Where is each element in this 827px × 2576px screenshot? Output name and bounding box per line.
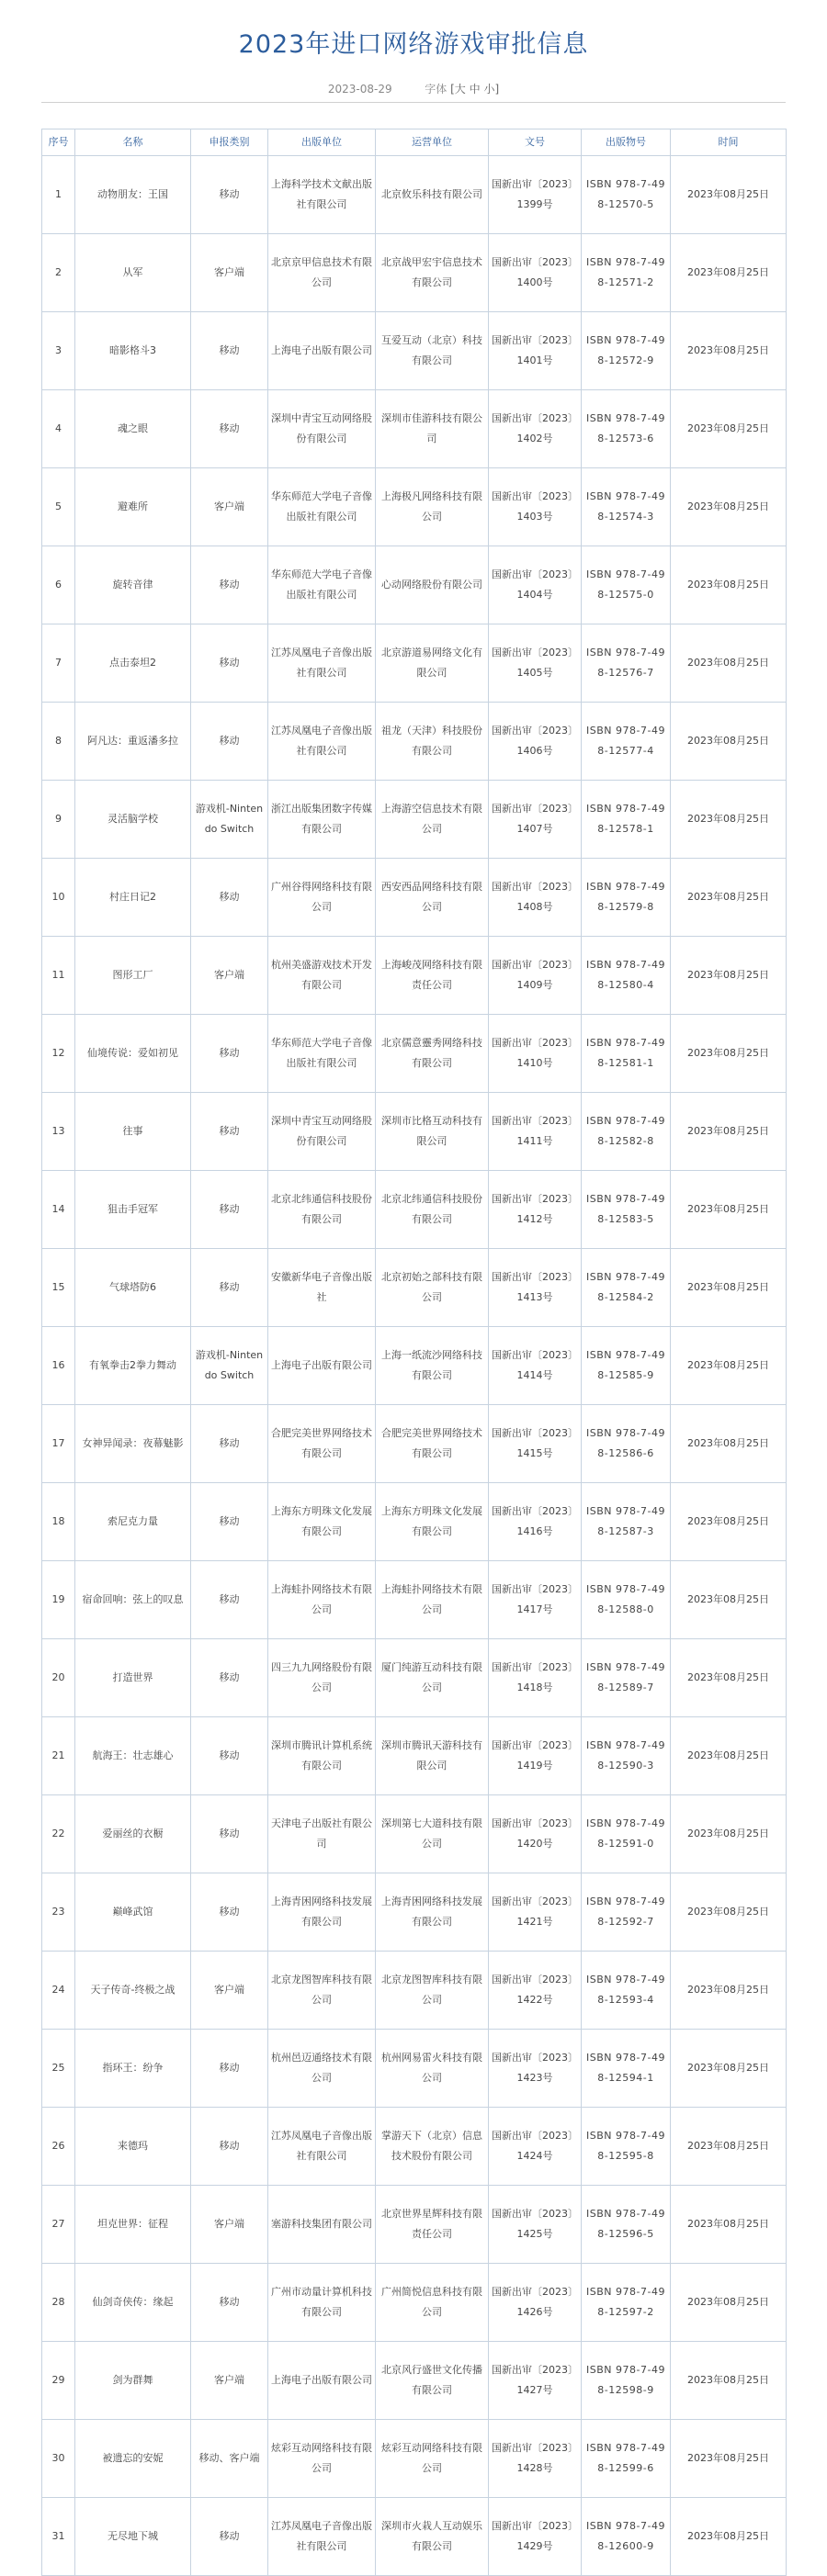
cell-operator: 祖龙（天津）科技股份有限公司 — [376, 703, 489, 781]
table-row — [42, 1639, 787, 1717]
cell-category: 客户端 — [191, 468, 268, 546]
cell-index: 31 — [42, 2498, 75, 2576]
cell-operator: 北京初始之部科技有限公司 — [376, 1249, 489, 1327]
cell-isbn: ISBN 978-7-498-12581-1 — [582, 1015, 671, 1093]
cell-name: 暗影格斗3 — [75, 312, 191, 390]
cell-publisher: 安徽新华电子音像出版社 — [268, 1249, 376, 1327]
cell-category: 移动 — [191, 1405, 268, 1483]
cell-approval-no: 国新出审〔2023〕1424号 — [489, 2108, 582, 2186]
cell-category: 客户端 — [191, 2342, 268, 2420]
cell-isbn: ISBN 978-7-498-12589-7 — [582, 1639, 671, 1717]
cell-index: 14 — [42, 1171, 75, 1249]
cell-name: 爱丽丝的衣橱 — [75, 1795, 191, 1873]
cell-name: 打造世界 — [75, 1639, 191, 1717]
cell-publisher: 深圳中青宝互动网络股份有限公司 — [268, 1093, 376, 1171]
cell-isbn: ISBN 978-7-498-12570-5 — [582, 156, 671, 234]
cell-publisher: 北京京甲信息技术有限公司 — [268, 234, 376, 312]
cell-date: 2023年08月25日 — [671, 1717, 787, 1795]
header-date: 时间 — [671, 129, 787, 156]
cell-name: 村庄日记2 — [75, 859, 191, 937]
cell-category: 移动 — [191, 2030, 268, 2108]
cell-approval-no: 国新出审〔2023〕1408号 — [489, 859, 582, 937]
cell-operator: 北京北纬通信科技股份有限公司 — [376, 1171, 489, 1249]
cell-operator: 厦门纯游互动科技有限公司 — [376, 1639, 489, 1717]
cell-name: 动物朋友：王国 — [75, 156, 191, 234]
table-row — [42, 1015, 787, 1093]
cell-date: 2023年08月25日 — [671, 1171, 787, 1249]
article-meta — [0, 81, 827, 96]
cell-publisher: 北京龙图智库科技有限公司 — [268, 1952, 376, 2030]
header-index: 序号 — [42, 129, 75, 156]
cell-approval-no: 国新出审〔2023〕1417号 — [489, 1561, 582, 1639]
cell-publisher: 上海青困网络科技发展有限公司 — [268, 1873, 376, 1952]
cell-isbn: ISBN 978-7-498-12591-0 — [582, 1795, 671, 1873]
cell-isbn: ISBN 978-7-498-12579-8 — [582, 859, 671, 937]
cell-operator: 心动网络股份有限公司 — [376, 546, 489, 624]
table-row — [42, 937, 787, 1015]
cell-name: 天子传奇-终极之战 — [75, 1952, 191, 2030]
table-body — [42, 156, 787, 2576]
cell-index: 9 — [42, 781, 75, 859]
cell-name: 指环王：纷争 — [75, 2030, 191, 2108]
cell-name: 灵活脑学校 — [75, 781, 191, 859]
cell-date: 2023年08月25日 — [671, 781, 787, 859]
cell-date: 2023年08月25日 — [671, 312, 787, 390]
table-row — [42, 156, 787, 234]
table-row — [42, 2420, 787, 2498]
cell-name: 旋转音律 — [75, 546, 191, 624]
cell-date: 2023年08月25日 — [671, 1952, 787, 2030]
cell-name: 点击泰坦2 — [75, 624, 191, 703]
cell-approval-no: 国新出审〔2023〕1400号 — [489, 234, 582, 312]
cell-publisher: 江苏凤凰电子音像出版社有限公司 — [268, 703, 376, 781]
cell-index: 22 — [42, 1795, 75, 1873]
cell-index: 23 — [42, 1873, 75, 1952]
cell-name: 仙境传说：爱如初见 — [75, 1015, 191, 1093]
cell-name: 从军 — [75, 234, 191, 312]
cell-publisher: 浙江出版集团数字传媒有限公司 — [268, 781, 376, 859]
cell-category: 移动 — [191, 1249, 268, 1327]
cell-publisher: 天津电子出版社有限公司 — [268, 1795, 376, 1873]
cell-isbn: ISBN 978-7-498-12586-6 — [582, 1405, 671, 1483]
cell-publisher: 北京北纬通信科技股份有限公司 — [268, 1171, 376, 1249]
table-row — [42, 1873, 787, 1952]
cell-category: 移动 — [191, 1795, 268, 1873]
cell-operator: 深圳市火栽人互动娱乐有限公司 — [376, 2498, 489, 2576]
table-row — [42, 859, 787, 937]
cell-operator: 上海游空信息技术有限公司 — [376, 781, 489, 859]
cell-category: 游戏机-Nintendo Switch — [191, 1327, 268, 1405]
table-row — [42, 546, 787, 624]
cell-date: 2023年08月25日 — [671, 156, 787, 234]
cell-approval-no: 国新出审〔2023〕1428号 — [489, 2420, 582, 2498]
header-name: 名称 — [75, 129, 191, 156]
approval-table — [41, 129, 787, 2576]
cell-name: 有氧拳击2拳力舞动 — [75, 1327, 191, 1405]
table-row — [42, 468, 787, 546]
cell-operator: 深圳第七大道科技有限公司 — [376, 1795, 489, 1873]
cell-approval-no: 国新出审〔2023〕1415号 — [489, 1405, 582, 1483]
cell-isbn: ISBN 978-7-498-12575-0 — [582, 546, 671, 624]
cell-index: 15 — [42, 1249, 75, 1327]
cell-isbn: ISBN 978-7-498-12593-4 — [582, 1952, 671, 2030]
cell-index: 24 — [42, 1952, 75, 2030]
cell-approval-no: 国新出审〔2023〕1412号 — [489, 1171, 582, 1249]
cell-index: 21 — [42, 1717, 75, 1795]
cell-publisher: 广州谷得网络科技有限公司 — [268, 859, 376, 937]
table-row — [42, 312, 787, 390]
cell-name: 无尽地下城 — [75, 2498, 191, 2576]
cell-isbn: ISBN 978-7-498-12585-9 — [582, 1327, 671, 1405]
cell-publisher: 深圳市腾讯计算机系统有限公司 — [268, 1717, 376, 1795]
cell-date: 2023年08月25日 — [671, 2264, 787, 2342]
cell-isbn: ISBN 978-7-498-12597-2 — [582, 2264, 671, 2342]
cell-date: 2023年08月25日 — [671, 546, 787, 624]
cell-date: 2023年08月25日 — [671, 1327, 787, 1405]
cell-publisher: 上海东方明珠文化发展有限公司 — [268, 1483, 376, 1561]
cell-isbn: ISBN 978-7-498-12573-6 — [582, 390, 671, 468]
cell-index: 29 — [42, 2342, 75, 2420]
cell-date: 2023年08月25日 — [671, 2186, 787, 2264]
cell-category: 移动 — [191, 2264, 268, 2342]
cell-approval-no: 国新出审〔2023〕1423号 — [489, 2030, 582, 2108]
cell-approval-no: 国新出审〔2023〕1399号 — [489, 156, 582, 234]
cell-name: 女神异闻录：夜幕魅影 — [75, 1405, 191, 1483]
cell-operator: 上海极凡网络科技有限公司 — [376, 468, 489, 546]
cell-name: 往事 — [75, 1093, 191, 1171]
cell-publisher: 炫彩互动网络科技有限公司 — [268, 2420, 376, 2498]
table-row — [42, 1483, 787, 1561]
cell-isbn: ISBN 978-7-498-12598-9 — [582, 2342, 671, 2420]
cell-category: 游戏机-Nintendo Switch — [191, 781, 268, 859]
cell-approval-no: 国新出审〔2023〕1402号 — [489, 390, 582, 468]
table-row — [42, 2108, 787, 2186]
table-row — [42, 2264, 787, 2342]
cell-isbn: ISBN 978-7-498-12571-2 — [582, 234, 671, 312]
cell-operator: 北京攸乐科技有限公司 — [376, 156, 489, 234]
cell-category: 移动 — [191, 312, 268, 390]
cell-approval-no: 国新出审〔2023〕1418号 — [489, 1639, 582, 1717]
cell-publisher: 华东师范大学电子音像出版社有限公司 — [268, 546, 376, 624]
cell-name: 避难所 — [75, 468, 191, 546]
cell-category: 移动 — [191, 1873, 268, 1952]
cell-index: 30 — [42, 2420, 75, 2498]
cell-category: 移动 — [191, 1171, 268, 1249]
header-approval-no: 文号 — [489, 129, 582, 156]
cell-category: 移动 — [191, 703, 268, 781]
cell-date: 2023年08月25日 — [671, 1483, 787, 1561]
cell-approval-no: 国新出审〔2023〕1427号 — [489, 2342, 582, 2420]
cell-publisher: 江苏凤凰电子音像出版社有限公司 — [268, 2108, 376, 2186]
cell-index: 8 — [42, 703, 75, 781]
cell-index: 5 — [42, 468, 75, 546]
cell-date: 2023年08月25日 — [671, 2030, 787, 2108]
cell-index: 12 — [42, 1015, 75, 1093]
table-row — [42, 2186, 787, 2264]
cell-index: 3 — [42, 312, 75, 390]
cell-approval-no: 国新出审〔2023〕1404号 — [489, 546, 582, 624]
cell-operator: 上海峻茂网络科技有限责任公司 — [376, 937, 489, 1015]
cell-operator: 上海一纸流沙网络科技有限公司 — [376, 1327, 489, 1405]
cell-publisher: 四三九九网络股份有限公司 — [268, 1639, 376, 1717]
cell-category: 客户端 — [191, 937, 268, 1015]
cell-isbn: ISBN 978-7-498-12574-3 — [582, 468, 671, 546]
cell-name: 剑为群舞 — [75, 2342, 191, 2420]
cell-approval-no: 国新出审〔2023〕1421号 — [489, 1873, 582, 1952]
cell-approval-no: 国新出审〔2023〕1419号 — [489, 1717, 582, 1795]
cell-approval-no: 国新出审〔2023〕1407号 — [489, 781, 582, 859]
cell-index: 20 — [42, 1639, 75, 1717]
cell-category: 客户端 — [191, 1952, 268, 2030]
cell-approval-no: 国新出审〔2023〕1426号 — [489, 2264, 582, 2342]
cell-isbn: ISBN 978-7-498-12590-3 — [582, 1717, 671, 1795]
table-row — [42, 234, 787, 312]
cell-publisher: 江苏凤凰电子音像出版社有限公司 — [268, 624, 376, 703]
font-size-small-button[interactable]: 小] — [483, 83, 500, 96]
cell-operator: 西安西品网络科技有限公司 — [376, 859, 489, 937]
font-size-large-button[interactable]: [大 — [450, 83, 466, 96]
cell-name: 被遗忘的安妮 — [75, 2420, 191, 2498]
table-row — [42, 1327, 787, 1405]
cell-name: 仙剑奇侠传：缘起 — [75, 2264, 191, 2342]
cell-index: 11 — [42, 937, 75, 1015]
cell-publisher: 杭州邑迈通络技术有限公司 — [268, 2030, 376, 2108]
cell-isbn: ISBN 978-7-498-12584-2 — [582, 1249, 671, 1327]
cell-approval-no: 国新出审〔2023〕1405号 — [489, 624, 582, 703]
table-row — [42, 703, 787, 781]
table-row — [42, 1561, 787, 1639]
cell-approval-no: 国新出审〔2023〕1422号 — [489, 1952, 582, 2030]
cell-publisher: 深圳中青宝互动网络股份有限公司 — [268, 390, 376, 468]
cell-index: 28 — [42, 2264, 75, 2342]
cell-isbn: ISBN 978-7-498-12596-5 — [582, 2186, 671, 2264]
cell-category: 客户端 — [191, 2186, 268, 2264]
cell-isbn: ISBN 978-7-498-12580-4 — [582, 937, 671, 1015]
cell-date: 2023年08月25日 — [671, 624, 787, 703]
cell-category: 移动 — [191, 156, 268, 234]
cell-name: 阿凡达：重返潘多拉 — [75, 703, 191, 781]
cell-name: 来德玛 — [75, 2108, 191, 2186]
cell-operator: 深圳市佳游科技有限公司 — [376, 390, 489, 468]
cell-category: 移动 — [191, 859, 268, 937]
cell-date: 2023年08月25日 — [671, 703, 787, 781]
cell-publisher: 杭州美盛游戏技术开发有限公司 — [268, 937, 376, 1015]
cell-publisher: 上海电子出版有限公司 — [268, 312, 376, 390]
cell-approval-no: 国新出审〔2023〕1410号 — [489, 1015, 582, 1093]
page-title: 2023年进口网络游戏审批信息 — [238, 30, 589, 59]
cell-isbn: ISBN 978-7-498-12592-7 — [582, 1873, 671, 1952]
cell-date: 2023年08月25日 — [671, 937, 787, 1015]
cell-name: 索尼克力量 — [75, 1483, 191, 1561]
cell-name: 狙击手冠军 — [75, 1171, 191, 1249]
cell-publisher: 上海蛙扑网络技术有限公司 — [268, 1561, 376, 1639]
cell-index: 7 — [42, 624, 75, 703]
cell-operator: 上海青困网络科技发展有限公司 — [376, 1873, 489, 1952]
cell-approval-no: 国新出审〔2023〕1406号 — [489, 703, 582, 781]
cell-isbn: ISBN 978-7-498-12582-8 — [582, 1093, 671, 1171]
cell-index: 6 — [42, 546, 75, 624]
cell-publisher: 华东师范大学电子音像出版社有限公司 — [268, 1015, 376, 1093]
cell-index: 13 — [42, 1093, 75, 1171]
cell-index: 4 — [42, 390, 75, 468]
cell-approval-no: 国新出审〔2023〕1413号 — [489, 1249, 582, 1327]
cell-date: 2023年08月25日 — [671, 1249, 787, 1327]
cell-isbn: ISBN 978-7-498-12576-7 — [582, 624, 671, 703]
table-row — [42, 1249, 787, 1327]
cell-approval-no: 国新出审〔2023〕1409号 — [489, 937, 582, 1015]
cell-operator: 合肥完美世界网络技术有限公司 — [376, 1405, 489, 1483]
cell-category: 移动 — [191, 1093, 268, 1171]
cell-category: 移动 — [191, 1717, 268, 1795]
cell-approval-no: 国新出审〔2023〕1429号 — [489, 2498, 582, 2576]
cell-name: 航海王：壮志雄心 — [75, 1717, 191, 1795]
cell-publisher: 塞游科技集团有限公司 — [268, 2186, 376, 2264]
cell-operator: 北京游道易网络文化有限公司 — [376, 624, 489, 703]
cell-name: 气球塔防6 — [75, 1249, 191, 1327]
cell-date: 2023年08月25日 — [671, 1093, 787, 1171]
cell-isbn: ISBN 978-7-498-12595-8 — [582, 2108, 671, 2186]
cell-date: 2023年08月25日 — [671, 2108, 787, 2186]
cell-date: 2023年08月25日 — [671, 1873, 787, 1952]
header-operator: 运营单位 — [376, 129, 489, 156]
cell-isbn: ISBN 978-7-498-12572-9 — [582, 312, 671, 390]
cell-index: 27 — [42, 2186, 75, 2264]
cell-approval-no: 国新出审〔2023〕1403号 — [489, 468, 582, 546]
table-row — [42, 390, 787, 468]
cell-index: 1 — [42, 156, 75, 234]
cell-index: 17 — [42, 1405, 75, 1483]
cell-approval-no: 国新出审〔2023〕1401号 — [489, 312, 582, 390]
cell-category: 移动 — [191, 2498, 268, 2576]
cell-category: 移动 — [191, 1483, 268, 1561]
cell-index: 26 — [42, 2108, 75, 2186]
font-size-label: 字体 — [425, 83, 447, 96]
cell-name: 魂之眼 — [75, 390, 191, 468]
cell-operator: 北京儒意靈秀网络科技有限公司 — [376, 1015, 489, 1093]
cell-publisher: 上海电子出版有限公司 — [268, 2342, 376, 2420]
cell-operator: 互爱互动（北京）科技有限公司 — [376, 312, 489, 390]
table-row — [42, 1795, 787, 1873]
title-divider — [41, 102, 786, 103]
table-row — [42, 2342, 787, 2420]
cell-approval-no: 国新出审〔2023〕1414号 — [489, 1327, 582, 1405]
cell-isbn: ISBN 978-7-498-12594-1 — [582, 2030, 671, 2108]
cell-isbn: ISBN 978-7-498-12587-3 — [582, 1483, 671, 1561]
header-publisher: 出版单位 — [268, 129, 376, 156]
cell-operator: 深圳市比格互动科技有限公司 — [376, 1093, 489, 1171]
cell-date: 2023年08月25日 — [671, 2420, 787, 2498]
cell-category: 移动 — [191, 390, 268, 468]
cell-operator: 广州简悦信息科技有限公司 — [376, 2264, 489, 2342]
cell-index: 2 — [42, 234, 75, 312]
cell-approval-no: 国新出审〔2023〕1425号 — [489, 2186, 582, 2264]
cell-operator: 上海东方明珠文化发展有限公司 — [376, 1483, 489, 1561]
cell-publisher: 合肥完美世界网络技术有限公司 — [268, 1405, 376, 1483]
table-row — [42, 1171, 787, 1249]
cell-date: 2023年08月25日 — [671, 2498, 787, 2576]
cell-date: 2023年08月25日 — [671, 2342, 787, 2420]
cell-date: 2023年08月25日 — [671, 859, 787, 937]
cell-publisher: 上海科学技术文献出版社有限公司 — [268, 156, 376, 234]
cell-category: 移动 — [191, 546, 268, 624]
cell-name: 图形工厂 — [75, 937, 191, 1015]
cell-date: 2023年08月25日 — [671, 390, 787, 468]
cell-index: 16 — [42, 1327, 75, 1405]
header-isbn: 出版物号 — [582, 129, 671, 156]
cell-category: 移动 — [191, 2108, 268, 2186]
header-category: 申报类别 — [191, 129, 268, 156]
cell-publisher: 上海电子出版有限公司 — [268, 1327, 376, 1405]
cell-isbn: ISBN 978-7-498-12577-4 — [582, 703, 671, 781]
cell-publisher: 华东师范大学电子音像出版社有限公司 — [268, 468, 376, 546]
cell-date: 2023年08月25日 — [671, 1639, 787, 1717]
table-row — [42, 2030, 787, 2108]
cell-category: 客户端 — [191, 234, 268, 312]
cell-isbn: ISBN 978-7-498-12578-1 — [582, 781, 671, 859]
cell-approval-no: 国新出审〔2023〕1420号 — [489, 1795, 582, 1873]
cell-category: 移动 — [191, 1015, 268, 1093]
table-header-row — [42, 129, 787, 156]
cell-operator: 北京世界星辉科技有限责任公司 — [376, 2186, 489, 2264]
cell-operator: 杭州网易雷火科技有限公司 — [376, 2030, 489, 2108]
table-row — [42, 781, 787, 859]
table-row — [42, 1952, 787, 2030]
table-row — [42, 624, 787, 703]
cell-date: 2023年08月25日 — [671, 234, 787, 312]
cell-approval-no: 国新出审〔2023〕1411号 — [489, 1093, 582, 1171]
table-row — [42, 2498, 787, 2576]
cell-category: 移动 — [191, 1561, 268, 1639]
cell-index: 18 — [42, 1483, 75, 1561]
cell-category: 移动 — [191, 1639, 268, 1717]
cell-isbn: ISBN 978-7-498-12588-0 — [582, 1561, 671, 1639]
cell-category: 移动、客户端 — [191, 2420, 268, 2498]
cell-operator: 上海蛙扑网络技术有限公司 — [376, 1561, 489, 1639]
cell-date: 2023年08月25日 — [671, 1561, 787, 1639]
cell-isbn: ISBN 978-7-498-12583-5 — [582, 1171, 671, 1249]
cell-category: 移动 — [191, 624, 268, 703]
cell-publisher: 广州市动量计算机科技有限公司 — [268, 2264, 376, 2342]
table-row — [42, 1405, 787, 1483]
cell-operator: 深圳市腾讯天游科技有限公司 — [376, 1717, 489, 1795]
cell-operator: 北京龙图智库科技有限公司 — [376, 1952, 489, 2030]
cell-name: 宿命回响：弦上的叹息 — [75, 1561, 191, 1639]
cell-publisher: 江苏凤凰电子音像出版社有限公司 — [268, 2498, 376, 2576]
cell-operator: 掌游天下（北京）信息技术股份有限公司 — [376, 2108, 489, 2186]
cell-date: 2023年08月25日 — [671, 1405, 787, 1483]
cell-operator: 北京战甲宏宇信息技术有限公司 — [376, 234, 489, 312]
cell-isbn: ISBN 978-7-498-12599-6 — [582, 2420, 671, 2498]
cell-isbn: ISBN 978-7-498-12600-9 — [582, 2498, 671, 2576]
publish-date: 2023-08-29 — [327, 83, 392, 96]
cell-index: 19 — [42, 1561, 75, 1639]
table-row — [42, 1093, 787, 1171]
cell-approval-no: 国新出审〔2023〕1416号 — [489, 1483, 582, 1561]
cell-operator: 北京风行盛世文化传播有限公司 — [376, 2342, 489, 2420]
cell-date: 2023年08月25日 — [671, 1015, 787, 1093]
cell-date: 2023年08月25日 — [671, 468, 787, 546]
table-row — [42, 1717, 787, 1795]
cell-operator: 炫彩互动网络科技有限公司 — [376, 2420, 489, 2498]
cell-name: 巅峰武馆 — [75, 1873, 191, 1952]
cell-index: 25 — [42, 2030, 75, 2108]
cell-date: 2023年08月25日 — [671, 1795, 787, 1873]
cell-name: 坦克世界：征程 — [75, 2186, 191, 2264]
font-size-medium-button[interactable]: 中 — [469, 83, 481, 96]
cell-index: 10 — [42, 859, 75, 937]
